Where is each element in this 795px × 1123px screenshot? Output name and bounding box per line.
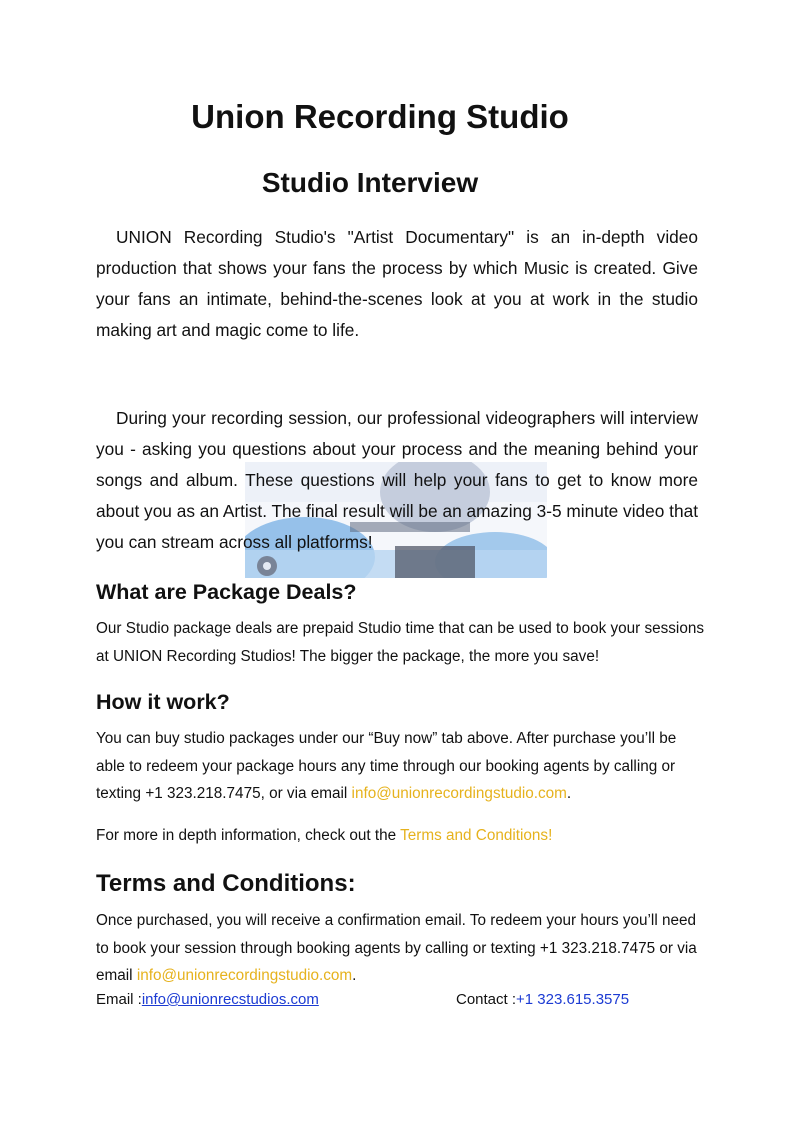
package-deals-heading: What are Package Deals? [96,580,357,604]
footer-email-label: Email : [96,991,142,1008]
intro-paragraph-2: During your recording session, our professional videographers will interview you - asking you questions about your process and the meaning behind your songs and album. These questions will help your fans to get to know more about you as an Artist. The final result will be an amazing 3-5 minute video that you can stream across all platforms! [96,408,698,552]
package-deals-text: Our Studio package deals are prepaid Studio time that can be used to book your sessions at UNION Recording Studios! The bigger the package, the more you save! [96,620,704,665]
terms-link[interactable]: Terms and Conditions! [400,827,553,844]
terms-heading: Terms and Conditions: [96,870,356,897]
more-info-text [96,822,706,850]
intro-paragraph-1: UNION Recording Studio's "Artist Documentary" is an in-depth video production that shows your fans the process by which Music is created. Give your fans an intimate, behind-the-scenes look at you at work in the studio making art and magic come to life. [96,227,698,340]
page-title: Union Recording Studio [191,98,569,135]
how-it-works-heading: How it work? [96,690,230,714]
footer-contact-label: Contact : [456,991,517,1008]
footer-email [96,990,319,1010]
more-info-body: For more in depth information, check out the [96,827,401,844]
how-it-works-text [96,725,706,808]
how-period: . [566,785,572,802]
how-email-link[interactable]: info@unionrecordingstudio.com [351,785,567,802]
how-it-works-body: You can buy studio packages under our “Buy now” tab above. After purchase you’ll be able to redeem your package hours any time through our booking agents by calling or texting +1 323.218.7475, or via email [96,730,677,802]
terms-text [96,907,706,990]
terms-period: . [352,967,357,984]
footer-contact [456,990,629,1010]
footer-phone-link[interactable]: +1 323.615.3575 [516,991,630,1008]
page-subtitle: Studio Interview [261,167,479,198]
terms-email-link[interactable]: info@unionrecordingstudio.com [136,967,353,984]
terms-body: Once purchased, you will receive a confirmation email. To redeem your hours you’ll need to book your session through booking agents by calling or texting +1 323.218.7475 or via email [96,912,697,984]
footer-email-link[interactable]: info@unionrecstudios.com [141,991,319,1008]
